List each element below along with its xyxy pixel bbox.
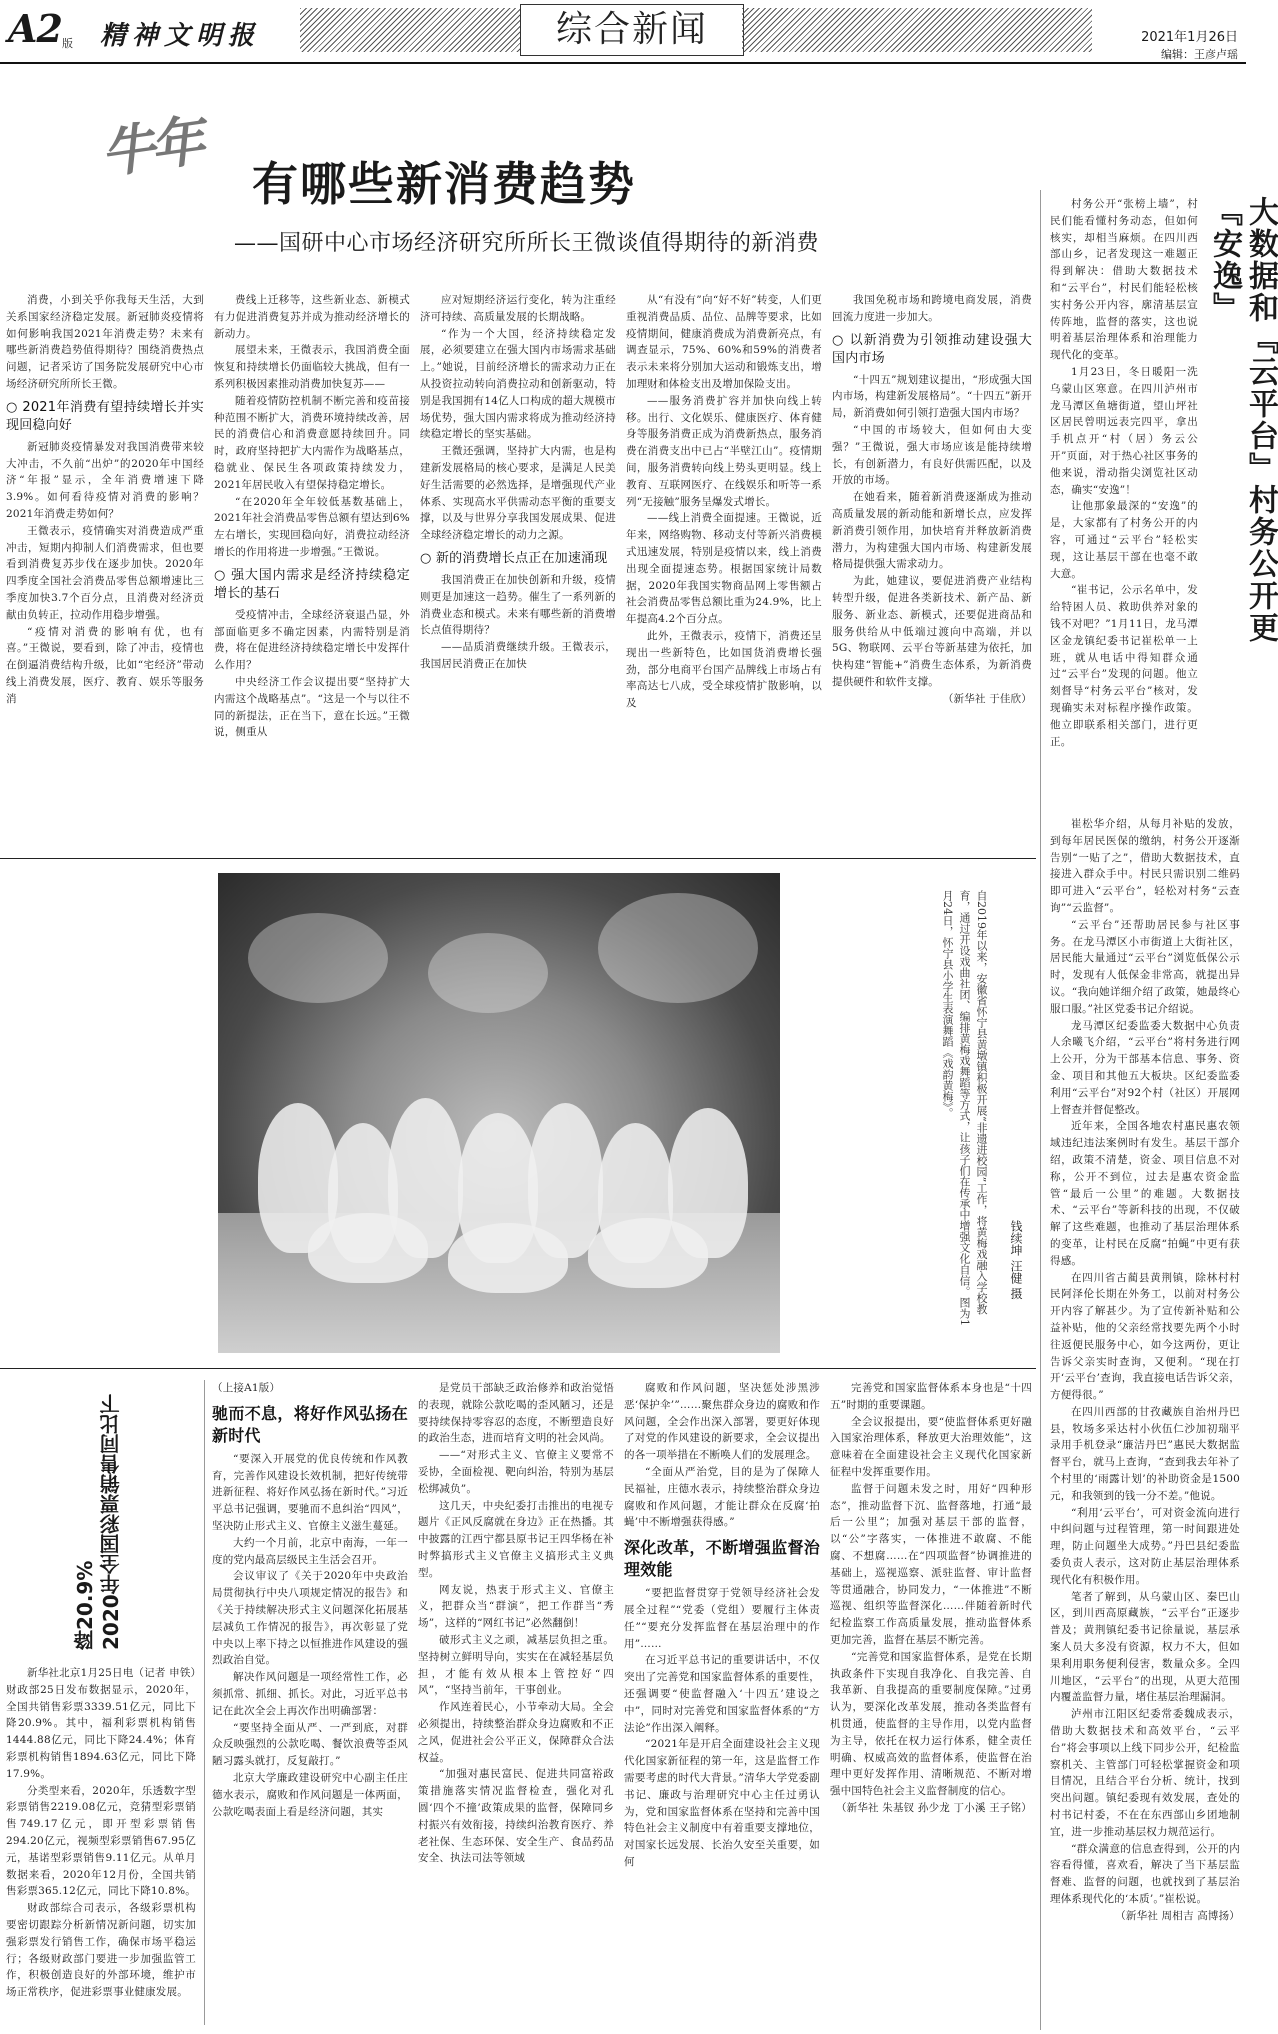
lead-kicker: 牛年 xyxy=(96,108,205,186)
issue-date: 2021年1月26日 xyxy=(1141,30,1238,45)
right-article-body-top: 村务公开“张榜上墙”，村民们能看懂村务动态，但如何核实，却相当麻烦。在四川西部山乡，记者发现这一难题正得到解决：借助大数据技术和“云平台”，村民们能轻松核实村务公开内容，廓清基层宣传阵地，监督的落实，这也说明着基层治理体系和治理能力现代化的变革。 1月23日，冬日暖阳一洗乌蒙山区寒意。在四川泸州市龙马潭区鱼塘街道，望山坪社区居民曾明远表完四平，拿出手机点开“村（居）务云公开”页面，对于热心社区事务的他来说，滑动指尖浏览社区动态，确实“安逸”！ 让他那象最深的“安逸”的是，大家都有了村务公开的内容，可通过“云平台”轻松实现，这让基层干部在也毫不敢大意。 “崔书记，公示名单中，发给特困人员、救助供养对象的钱不对吧？”1月11日，龙马潭区金龙镇纪委书记崔松单一上班，就从电话中得知群众通过“云平台”发现的问题。他立刻督导“村务云平台”核对，发现确实未对标程序操作政策。他立即联系相关部门，进行更正。 xyxy=(1050,198,1198,748)
right-article-body: 崔松华介绍，从每月补贴的发放，到每年居民医保的缴纳，村务公开逐渐告别“一贴了之”，借助大数据技术，直接进入群众手中。村民只需识别二维码即可进入“云平台”，轻松对村务“云查询”“云监督”。 “云平台”还帮助居民参与社区事务。在龙马潭区小市街道上大街社区，居民能大量通过“云平台”浏览低保公示时，发现有人低保金非常高，就提出异议。“我向她详细介绍了政策，她最终心服口服。”社区党委书记介绍说。 龙马潭区纪委监委大数据中心负责人余曦飞介绍，“云平台”将村务进行网上公开，分为干部基本信息、事务、资金、项目和其他五大板块。区纪委监委利用“云平台”对92个村（社区）开展网上督查并督促整改。 近年来，全国各地农村惠民惠农领域违纪违法案例时有发生。基层干部介绍，政策不清楚，资金、项目信息不对称，公开不到位，过去是惠农资金监管“最后一公里”的难题。大数据技术、“云平台”等新科技的出现，不仅破解了这些难题，也推动了基层治理体系的变革，让村民在反腐“拍蝇”中更有获得感。 在四川省古蔺县黄荆镇，除林村村民阿泽伦长期在外务工，以前对村务公开内容了解甚少。为了宣传新补贴和公益补贴，他的父亲经常找要先两个小时往返便民服务中心，如今这两份，更让告诉父亲实时查询，又便利。“现在打开‘云平台’查询，我直接电话告诉父亲，方便得很。” 在四川西部的甘孜藏族自治州丹巴县，牧场多采达村小伙伍仁沙加初瑞平录用手机登录“廉洁丹巴”惠民大数据监督平台，就马上查询，“查到我去年补了个村里的‘雨露计划’的补助资金是1500元，和我领到的钱一分不差。”他说。 “利用‘云平台’，可对资金流向进行中纠问题与过程管理，第一时间跟进处理，防止问题坐大成势。”丹巴县纪委监委负责人表示，这对防止基层治理体系现代化有积极作用。 笔者了解到，从乌蒙山区、秦巴山区，到川西高原藏族，“云平台”正逐步普及；黄荆镇纪委书记徐量说，基层承案人员大多没有资源，权力不大，但如果利用职务便利侵害，数量众多。全四川地区，“云平台”的出现，从更大范围内覆盖监督力量，堵住基层治理漏洞。 泸州市江阳区纪委常委魏成表示，借助大数据技术和高效平台，“云平台”将会事项以上线下同步公开，纪检监察机关、主管部门可轻松掌握资金和项目情况，且结合平台分析、统计，找到突出问题。镇纪委现有效发展，查处的村书记村委，不在在东西部山乡团地制宜，进一步推动基层权力规范运行。 “群众满意的信息查得到，公开的内容看得懂，喜欢看，解决了当下基层监督难、监督的问题，也就找到了基层治理体系现代化的‘本质’。”崔松说。 （新华社 周相吉 高博扬） xyxy=(1050,816,1240,2026)
lottery-divider xyxy=(204,1380,205,2025)
lead-subhead-1: ○ 2021年消费有望持续增长并实现回稳向好 xyxy=(6,399,204,433)
masthead-rule xyxy=(0,62,1246,64)
lead-bottom-rule xyxy=(0,858,1036,859)
lead-subtitle: ——国研中心市场经济研究所所长王微谈值得期待的新消费 xyxy=(234,231,820,256)
bottom-subhead-1: 驰而不息，将好作风弘扬在新时代 xyxy=(212,1403,408,1445)
lottery-body: 新华社北京1月25日电（记者 申铁）财政部25日发布数据显示，2020年，全国共销售彩票3339.51亿元，同比下降20.9%。其中，福利彩票机构销售1444.88亿元，同比下降24.4%；体育彩票机构销售1894.63亿元，同比下降17.9%。 分类型来看，2020年，乐透数字型彩票销售2219.08亿元，竞猜型彩票销售749.17亿元，即开型彩票销售294.20亿元，视频型彩票销售67.95亿元，基诺型彩票销售9.11亿元。从单月数据来看，2020年12月份，全国共销售彩票365.12亿元，同比下降10.8%。 财政部综合司表示，各级彩票机构要密切跟踪分析新情况新问题，切实加强彩票发行销售工作，确保市场平稳运行；各级财政部门要进一步加强监管工作，积极创造良好的外部环境，维护市场正常秩序，促进彩票事业健康发展。 xyxy=(6,1667,196,1999)
right-article-byline: （新华社 周相吉 高博扬） xyxy=(1115,1909,1240,1922)
editor-line: 编辑：王彦卢瑶 xyxy=(1161,48,1238,61)
lead-column-1: 消费，小到关乎你我每天生活，大到关系国家经济稳定发展。新冠肺炎疫情将如何影响我国2021年消费走势？未来有哪些新消费趋势值得期待？围绕消费热点问题，记者采访了国务院发展研究中心市场经济研究所所长王微。 ○ 2021年消费有望持续增长并实现回稳向好 新冠肺炎疫情暴发对我国消费带来较大冲击，不久前“出炉”的2020年中国经济“年报”显示，全年消费增速下降3.9%。如何看待疫情对消费的影响？2021年消费走势如何？ 王微表示，疫情确实对消费造成严重冲击，短期内抑制人们消费需求，但也要看到消费复苏步伐在逐步加快。2020年四季度全国社会消费品零售总额增速比三季度加快3.7个百分点，且消费对经济贡献由负转正，拉动作用稳步增强。 “疫情对消费的影响有优，也有喜。”王微说，要看到，除了冲击，疫情也在倒逼消费结构升级，比如“宅经济”带动线上消费发展，医疗、教育、娱乐等服务消 xyxy=(6,294,204,705)
photo-caption: 自2019年以来，安徽省怀宁县黄墩镇积极开展“非遗进校园”工作，将黄梅戏融入学校教育，通过开设戏曲社团、编排黄梅戏舞蹈等方式，让孩子们在传承中增强文化自信。图为1月24日，怀宁县小学生表演舞蹈《戏韵黄梅》。 xyxy=(941,890,988,1326)
lead-subhead-2: ○ 强大国内需求是经济持续稳定增长的基石 xyxy=(214,567,410,601)
bottom-column-4: 完善党和国家监督体系本身也是“十四五”时期的重要课题。 全会议报提出，要“使监督体系更好融入国家治理体系，释放更大治理效能”，这意味着在全面建设社会主义现代化国家新征程中发挥重要作用。 监督于问题未发之时，用好“四种形态”，推动监督下沉、监督落地，打通“最后一公里”；加强对基层干部的监督，以“公”字落实，一体推进不敢腐、不能腐、不想腐……在“四项监督”协调推进的基础上，巡视巡察、派驻监督、审计监督等贯通融合，协同发力，“一体推进”不断巡视、组织等监督深化……伴随着新时代纪检监察工作高质量发展，推动监督体系更加完善，监督在基层不断完善。 “完善党和国家监督体系，是党在长期执政条件下实现自我净化、自我完善、自我革新、自我提高的重要制度保障。”过勇认为，要深化改革发展，推动各类监督有机贯通，使监督的主导作用，以党内监督为主导，依托在权力运行体系，健全责任明确、权威高效的监督体系，使监督在治理中更好发挥作用、清晰规范、不断对增强中国特色社会主义监督制度的信心。 （新华社 朱基钗 孙少龙 丁小溪 王子铭） xyxy=(830,1380,1032,2025)
dance-photo xyxy=(218,873,780,1353)
lead-column-5: 我国免税市场和跨境电商发展，消费回流力度进一步加大。 ○ 以新消费为引领推动建设强大国内市场 “十四五”规划建议提出，“形成强大国内市场，构建新发展格局”。“十四五”新开局，新消费如何引领打造强大国内市场？ “中国的市场较大，但如何由大变强？”王微说，强大市场应该是能持续增长，有创新潜力，有良好供需匹配，以及开放的市场。 在她看来，随着新消费逐渐成为推动高质量发展的新动能和新增长点，应发挥新消费引领作用，加快培育并释放新消费潜力，为构建强大国内市场、构建新发展格局提供强大需求动力。 为此，她建议，要促进消费产业结构转型升级，促进各类新技术、新产品、新服务、新业态、新模式，还要促进商品和服务供给从中低端过渡向中高端，并以5G、物联网、云平台等新基建为依托，加快构建“智能+”消费生态体系，为新消费提供硬件和软件支撑。 （新华社 于佳欣） xyxy=(832,292,1032,842)
lead-column-4: 从“有没有”向“好不好”转变，人们更重视消费品质、品位、品牌等要求，比如疫情期间，健康消费成为消费新亮点，有调查显示，75%、60%和59%的消费者表示未来将分别加大运动和锻炼支出，增加理财和体检支出及增加保险支出。 ——服务消费扩容并加快向线上转移。出行、文化娱乐、健康医疗、体育健身等服务消费正成为消费新热点，服务消费在消费支出中已占“半壁江山”。疫情期间，服务消费转向线上势头更明显。线上教育、互联网医疗、在线娱乐和听等一系列“无接触”服务呈爆发式增长。 ——线上消费全面提速。王微说，近年来，网络购物、移动支付等新兴消费模式迅速发展，特别是疫情以来，线上消费出现全面提速态势。根据国家统计局数据，2020年我国实物商品网上零售额占社会消费品零售总额比重为24.9%，比上年提高4.2个百分点。 此外，王微表示，疫情下，消费还呈现出一些新特色，比如国货消费增长强劲，部分电商平台国产品牌线上市场占有率高达七八成，受全球疫情扩散影响，以及 xyxy=(626,294,822,710)
bottom-column-1: （上接A1版） 驰而不息，将好作风弘扬在新时代 “要深入开展党的优良传统和作风教育，完善作风建设长效机制，把好传统带进新征程、将好作风弘扬在新时代。”习近平总书记强调，要驰而不息纠治“四风”，坚决防止形式主义、官僚主义滋生蔓延。 大约一个月前，北京中南海，一年一度的党内最高层级民主生活会召开。 会议审议了《关于2020年中央政治局贯彻执行中央八项规定情况的报告》和《关于持续解决形式主义问题深化拓展基层减负工作情况的报告》，再次彰显了党中央以上率下持之以恒推进作风建设的强烈政治自觉。 解决作风问题是一项经常性工作，必须抓常、抓细、抓长。对此，习近平总书记在此次全会上再次作出明确部署： “要坚持全面从严、一严到底，对群众反映强烈的公款吃喝、餐饮浪费等歪风陋习露头就打，反复敲打。” 北京大学廉政建设研究中心副主任庄德水表示，腐败和作风问题是一体两面，公款吃喝表面上看是经济问题，其实 xyxy=(212,1382,408,1818)
lottery-headline: 2020年全国彩票销售同比下降20.9% xyxy=(73,1394,123,1650)
photo-credit: 钱续坤 汪健 摄 xyxy=(1009,1220,1023,1300)
page-number: A2版 xyxy=(8,6,72,51)
bottom-column-3: 腐败和作风问题，坚决惩处涉黑涉恶‘保护伞’”……聚焦群众身边的腐败和作风问题，全会作出深入部署，要更好体现了对党的作风建设的新要求，全会议提出的各一项举措在不断唤人们的发展理念。 “全面从严治党，目的是为了保障人民福祉，庄德水表示，持续整治群众身边腐败和作风问题，才能让群众在反腐‘拍蝇’中不断增强获得感。” 深化改革，不断增强监督治理效能 “要把监督贯穿于党领导经济社会发展全过程”“党委（党组）要履行主体责任”“要充分发挥监督在基层治理中的作用”…… 在习近平总书记的重要讲话中，不仅突出了完善党和国家监督体系的重要性，还强调要“使监督融入‘十四五’建设之中”，同时对完善党和国家监督体系的“方法论”作出深入阐释。 “2021年是开启全面建设社会主义现代化国家新征程的第一年，这是监督工作需要考虑的时代大背景。”清华大学党委副书记、廉政与治理研究中心主任过勇认为，党和国家监督体系在坚持和完善中国特色社会主义制度中有着重要支撑地位，对国家长远发展、长治久安至关重要，如何 xyxy=(624,1382,820,1868)
photo-bottom-rule xyxy=(0,1368,1036,1369)
bottom-subhead-2: 深化改革，不断增强监督治理效能 xyxy=(624,1538,820,1580)
lead-subhead-3: ○ 新的消费增长点正在加速涌现 xyxy=(420,550,608,566)
paper-name: 精神文明报 xyxy=(100,21,261,51)
masthead xyxy=(0,0,1246,60)
continued-note: （上接A1版） xyxy=(212,1382,281,1394)
backdrop-lotus xyxy=(428,933,548,1013)
dancer xyxy=(448,1223,568,1293)
lead-byline: （新华社 于佳欣） xyxy=(942,692,1032,705)
section-box xyxy=(520,4,744,56)
backdrop-lotus xyxy=(598,893,758,1003)
lead-headline: 有哪些新消费趋势 xyxy=(252,157,636,211)
dancer xyxy=(308,1213,428,1283)
lead-column-2: 费线上迁移等，这些新业态、新模式有力促进消费复苏并成为推动经济增长的新动力。 展望未来，王微表示，我国消费全面恢复和持续增长仍面临较大挑战，但有一系列积极因素推动消费加快复苏—— 随着疫情防控机制不断完善和疫苗接种范围不断扩大，消费环境持续改善，居民的消费信心和消费意愿持续回升。同时，政府坚持把扩大内需作为战略基点，稳就业、保民生各项政策持续发力，2021年居民收入有望保持稳定增长。 “在2020年全年较低基数基础上，2021年社会消费品零售总额有望达到6%左右增长，实现回稳向好，消费拉动经济增长的作用将进一步增强。”王微说。 ○ 强大国内需求是经济持续稳定增长的基石 受疫情冲击，全球经济衰退凸显，外部面临更多不确定因素，内需特别是消费，将在促进经济持续稳定增长中发挥什么作用？ 中央经济工作会议提出要“坚持扩大内需这个战略基点”。“这是一个与以往不同的新提法，正在当下，意在长远。”王微说，侧重从 xyxy=(214,294,410,739)
right-article-headline: 大数据和『云平台』村务公开更『安逸』 xyxy=(1207,196,1278,644)
dancer xyxy=(588,1218,708,1288)
bottom-byline: （新华社 朱基钗 孙少龙 丁小溪 王子铭） xyxy=(835,1801,1032,1814)
lead-column-3: 应对短期经济运行变化，转为注重经济可持续、高质量发展的长期战略。 “作为一个大国，经济持续稳定发展，必须要建立在强大国内市场需求基础上。”她说，目前经济增长的需求动力正在从投资拉动转向消费拉动和创新驱动，特别是我国拥有14亿人口构成的超大规模市场优势，强大国内需求将成为推动经济持续稳定增长的坚实基础。 王微还强调，坚持扩大内需，也是构建新发展格局的核心要求，是满足人民美好生活需要的必然选择，是增强现代产业体系、实现高水平供需动态平衡的重要支撑，以及与世界分享我国发展成果、促进全球经济稳定增长的动力之源。 ○ 新的消费增长点正在加速涌现 我国消费正在加快创新和升级，疫情则更是加速这一趋势。催生了一系列新的消费业态和模式。未来有哪些新的消费增长点值得期待？ ——品质消费继续升级。王微表示，我国居民消费正在加快 xyxy=(420,294,616,670)
bottom-column-2: 是党员干部缺乏政治修养和政治觉悟的表现，就除公款吃喝的歪风陋习，还是要持续保持零容忍的态度，不断塑造良好的政治生态，进而培育文明的社会风尚。 ——“对形式主义、官僚主义要常不妥协，全面检视、靶向纠治，特别为基层松绑减负”。 这几天，中央纪委打击推出的电视专题片《正风反腐就在身边》正在热播。其中披露的江西宁都县原书记王四华杨在补时弊搞形式主义官僚主义搞形式主义典型。 网友说，热衷于形式主义、官僚主义，把群众当“群演”，把工作群当“秀场”，这样的“网红书记”必然翻倒！ 破形式主义之顽，减基层负担之重。坚持树立鲜明导向，实实在在减轻基层负担，才能有效从根本上管控好“四风”，“坚持当前年，干事创业。 作风连着民心，小节牵动大局。全会必须提出，持续整治群众身边腐败和不正之风，促进社会公平正义，保障群众合法权益。 “加强对惠民富民、促进共同富裕政策措施落实情况监督检查，强化对孔圆‘四个不撞’政策成果的监督，保障同乡村振兴有效衔接，持续纠治教育医疗、养老社保、生态环保、安全生产、食品药品安全、执法司法等领域 xyxy=(418,1382,614,1865)
masthead-hatch xyxy=(300,8,520,52)
lead-subhead-4: ○ 以新消费为引领推动建设强大国内市场 xyxy=(832,332,1032,366)
right-column-divider xyxy=(1040,190,1041,2030)
masthead-hatch-right xyxy=(742,8,1092,52)
section-title: 综合新闻 xyxy=(555,9,708,50)
backdrop-lotus xyxy=(248,913,388,1003)
